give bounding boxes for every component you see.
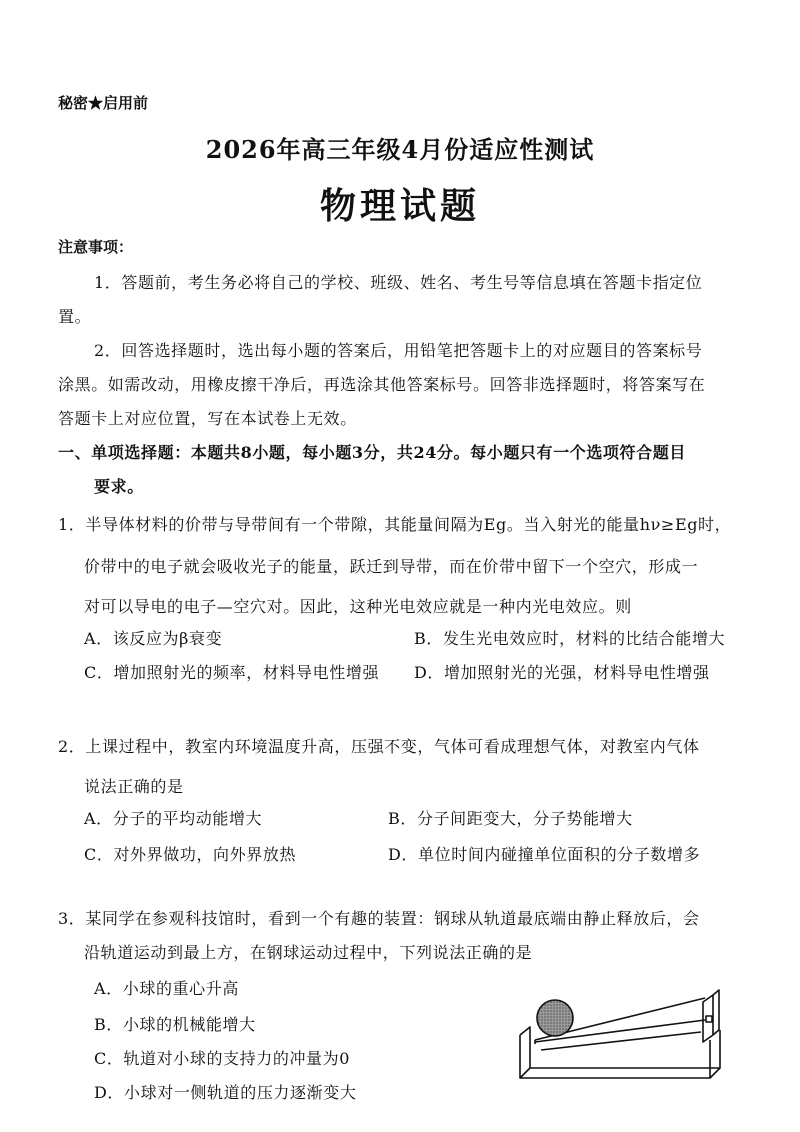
q1-stem-line-3: 对可以导电的电子—空穴对。因此，这种光电效应就是一种内光电效应。则 [84,597,632,616]
q2-option-b: B．分子间距变大，分子势能增大 [388,809,633,828]
notice-heading: 注意事项： [58,238,134,256]
subject-title: 物理试题 [319,185,480,227]
confidential-label: 秘密★启用前 [58,94,149,112]
notice-item-1-line-2: 置。 [58,307,92,326]
q3-option-c: C．轨道对小球的支持力的冲量为0 [94,1049,351,1068]
notice-item-2-line-1: 2．回答选择题时，选出每小题的答案后，用铅笔把答题卡上的对应题目的答案标号 [94,341,703,360]
q3-option-a: A．小球的重心升高 [94,979,239,998]
notice-item-2-line-3: 答题卡上对应位置，写在本试卷上无效。 [58,409,357,428]
q1-option-a: A．该反应为β衰变 [84,629,223,648]
q2-option-c: C．对外界做功，向外界放热 [84,845,297,864]
q2-stem-line-2: 说法正确的是 [84,777,184,796]
q1-option-b: B．发生光电效应时，材料的比结合能增大 [414,629,726,648]
q1-option-d: D．增加照射光的光强，材料导电性增强 [414,663,710,682]
notice-item-1-line-1: 1．答题前，考生务必将自己的学校、班级、姓名、考生号等信息填在答题卡指定位 [94,273,703,292]
section-heading-line-1: 一、单项选择题：本题共8小题，每小题3分，共24分。每小题只有一个选项符合题目 [58,443,686,462]
notice-item-2-line-2: 涂黑。如需改动，用橡皮擦干净后，再选涂其他答案标号。回答非选择题时，将答案写在 [58,375,706,394]
q3-stem-line-2: 沿轨道运动到最上方，在钢球运动过程中，下列说法正确的是 [84,943,533,962]
q2-option-d: D．单位时间内碰撞单位面积的分子数增多 [388,845,701,864]
q2-option-a: A．分子的平均动能增大 [84,809,263,828]
q1-stem-line-1: 1．半导体材料的价带与导带间有一个带隙，其能量间隔为Eg。当入射光的能量hν≥Eg时， [58,515,732,534]
q2-stem-line-1: 2．上课过程中，教室内环境温度升高，压强不变，气体可看成理想气体，对教室内气体 [58,737,700,756]
section-heading-line-2: 要求。 [94,477,144,496]
q3-option-d: D．小球对一侧轨道的压力逐渐变大 [94,1083,357,1102]
q3-stem-line-1: 3．某同学在参观科技馆时，看到一个有趣的装置：钢球从轨道最底端由静止释放后，会 [58,909,700,928]
exam-title: 2026年高三年级4月份适应性测试 [205,135,595,164]
track-apparatus-figure [505,980,745,1090]
steel-ball [537,1000,573,1036]
base-frame-back [520,1030,720,1078]
q1-option-c: C．增加照射光的频率，材料导电性增强 [84,663,380,682]
q1-stem-line-2: 价带中的电子就会吸收光子的能量，跃迁到导带，而在价带中留下一个空穴，形成一 [84,557,699,576]
q3-option-b: B．小球的机械能增大 [94,1015,256,1034]
